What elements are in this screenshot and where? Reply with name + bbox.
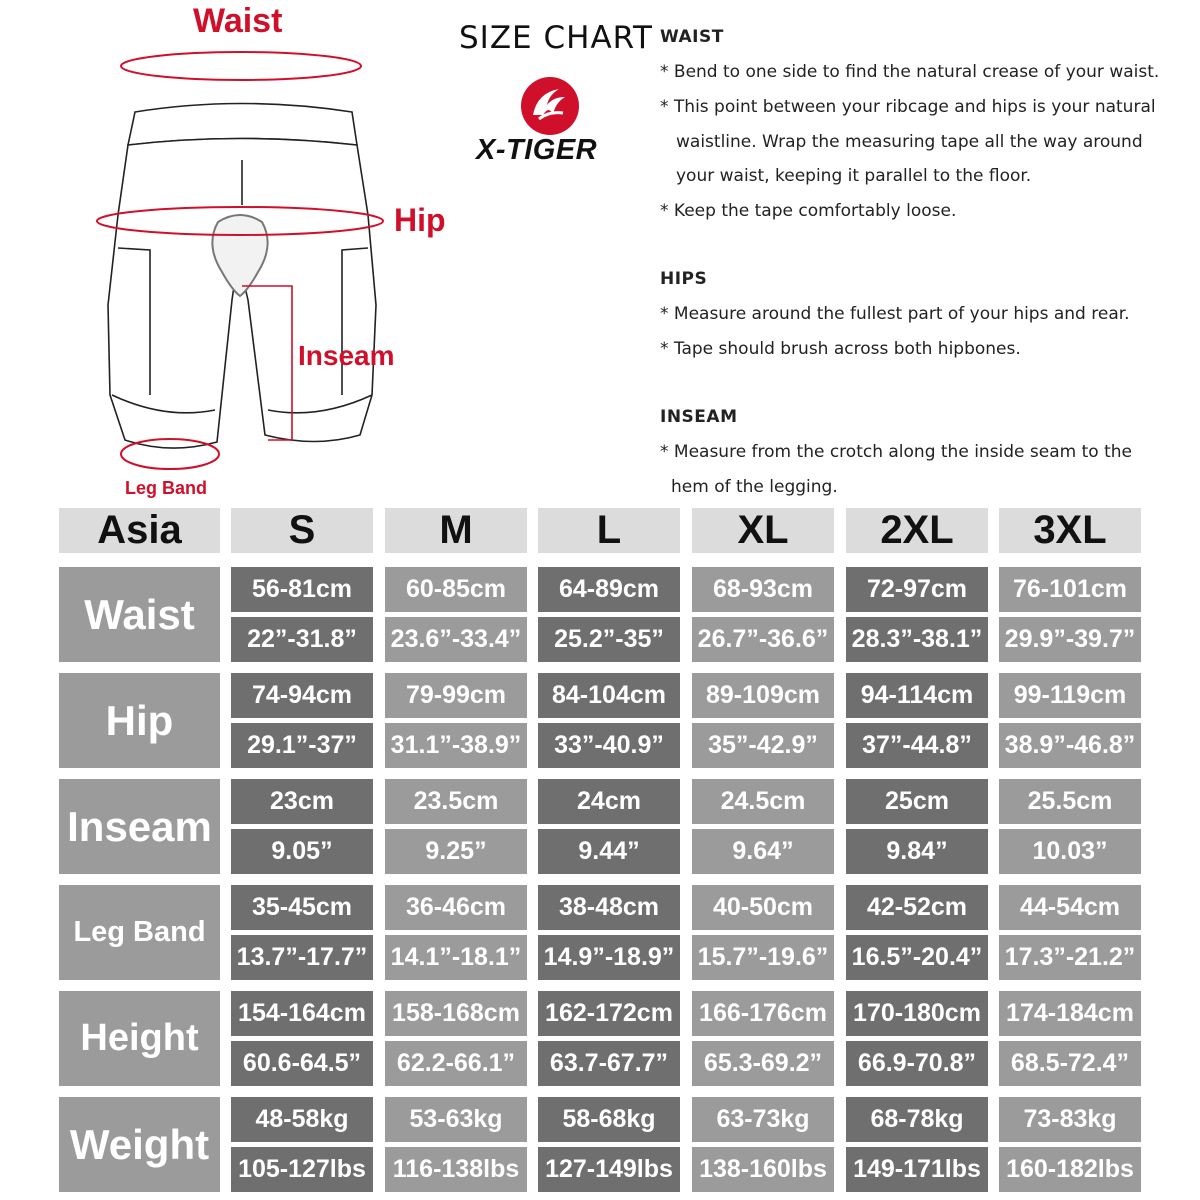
table-cell-metric: 158-168cm: [385, 991, 527, 1036]
waist-instruction-line: * Keep the tape comfortably loose.: [660, 201, 957, 221]
table-cell-metric: 84-104cm: [538, 673, 680, 718]
hips-instruction-line: * Measure around the fullest part of your hips and rear.: [660, 304, 1130, 324]
table-cell-imperial: 16.5”-20.4”: [846, 935, 988, 980]
row-label-weight: Weight: [59, 1097, 220, 1192]
table-cell-metric: 23.5cm: [385, 779, 527, 824]
x-tiger-logo-icon: [519, 75, 581, 137]
waist-heading: WAIST: [660, 27, 724, 47]
table-cell-imperial: 33”-40.9”: [538, 723, 680, 768]
table-cell-imperial: 149-171lbs: [846, 1147, 988, 1192]
table-cell-imperial: 28.3”-38.1”: [846, 617, 988, 662]
table-cell-imperial: 29.1”-37”: [231, 723, 373, 768]
size-header-l: L: [538, 508, 680, 553]
table-cell-metric: 79-99cm: [385, 673, 527, 718]
inseam-instruction-line: * Measure from the crotch along the inside seam to the: [660, 442, 1132, 462]
page-title: SIZE CHART: [459, 20, 653, 56]
size-header-s: S: [231, 508, 373, 553]
hips-heading: HIPS: [660, 269, 708, 289]
size-header-m: M: [385, 508, 527, 553]
hips-instruction-line: * Tape should brush across both hipbones.: [660, 339, 1021, 359]
table-cell-imperial: 63.7-67.7”: [538, 1041, 680, 1086]
table-cell-metric: 48-58kg: [231, 1097, 373, 1142]
table-cell-metric: 44-54cm: [999, 885, 1141, 930]
table-cell-metric: 56-81cm: [231, 567, 373, 612]
table-cell-imperial: 65.3-69.2”: [692, 1041, 834, 1086]
table-cell-imperial: 10.03”: [999, 829, 1141, 874]
table-cell-metric: 24.5cm: [692, 779, 834, 824]
size-header-3xl: 3XL: [999, 508, 1141, 553]
table-cell-metric: 42-52cm: [846, 885, 988, 930]
table-cell-metric: 58-68kg: [538, 1097, 680, 1142]
table-cell-metric: 23cm: [231, 779, 373, 824]
table-cell-imperial: 37”-44.8”: [846, 723, 988, 768]
row-label-leg-band: Leg Band: [59, 885, 220, 980]
table-cell-metric: 166-176cm: [692, 991, 834, 1036]
hip-label: Hip: [394, 202, 446, 238]
table-cell-imperial: 23.6”-33.4”: [385, 617, 527, 662]
table-cell-metric: 72-97cm: [846, 567, 988, 612]
table-cell-imperial: 60.6-64.5”: [231, 1041, 373, 1086]
row-label-inseam: Inseam: [59, 779, 220, 874]
table-cell-metric: 36-46cm: [385, 885, 527, 930]
table-cell-metric: 64-89cm: [538, 567, 680, 612]
table-cell-metric: 25.5cm: [999, 779, 1141, 824]
table-cell-imperial: 138-160lbs: [692, 1147, 834, 1192]
table-cell-metric: 68-78kg: [846, 1097, 988, 1142]
table-cell-imperial: 14.1”-18.1”: [385, 935, 527, 980]
table-cell-imperial: 17.3”-21.2”: [999, 935, 1141, 980]
table-cell-imperial: 22”-31.8”: [231, 617, 373, 662]
table-cell-metric: 63-73kg: [692, 1097, 834, 1142]
table-cell-imperial: 25.2”-35”: [538, 617, 680, 662]
table-cell-metric: 25cm: [846, 779, 988, 824]
waist-instruction-line: your waist, keeping it parallel to the floor.: [676, 166, 1032, 186]
table-cell-imperial: 66.9-70.8”: [846, 1041, 988, 1086]
table-cell-imperial: 62.2-66.1”: [385, 1041, 527, 1086]
table-cell-imperial: 127-149lbs: [538, 1147, 680, 1192]
table-cell-imperial: 13.7”-17.7”: [231, 935, 373, 980]
table-cell-metric: 99-119cm: [999, 673, 1141, 718]
table-cell-metric: 76-101cm: [999, 567, 1141, 612]
waist-measure-line: [121, 52, 361, 80]
row-label-waist: Waist: [59, 567, 220, 662]
table-cell-imperial: 31.1”-38.9”: [385, 723, 527, 768]
table-cell-imperial: 9.64”: [692, 829, 834, 874]
table-cell-metric: 24cm: [538, 779, 680, 824]
table-cell-metric: 60-85cm: [385, 567, 527, 612]
brand-logo-text: X-TIGER: [476, 134, 598, 166]
waist-label: Waist: [193, 2, 283, 40]
table-cell-metric: 40-50cm: [692, 885, 834, 930]
table-corner-header: Asia: [59, 508, 220, 553]
table-cell-imperial: 15.7”-19.6”: [692, 935, 834, 980]
table-cell-metric: 162-172cm: [538, 991, 680, 1036]
size-header-xl: XL: [692, 508, 834, 553]
table-cell-metric: 174-184cm: [999, 991, 1141, 1036]
row-label-height: Height: [59, 991, 220, 1086]
size-header-2xl: 2XL: [846, 508, 988, 553]
table-cell-metric: 74-94cm: [231, 673, 373, 718]
table-cell-imperial: 38.9”-46.8”: [999, 723, 1141, 768]
table-cell-imperial: 116-138lbs: [385, 1147, 527, 1192]
table-cell-metric: 170-180cm: [846, 991, 988, 1036]
table-cell-imperial: 26.7”-36.6”: [692, 617, 834, 662]
inseam-heading: INSEAM: [660, 407, 738, 427]
table-cell-imperial: 68.5-72.4”: [999, 1041, 1141, 1086]
table-cell-imperial: 14.9”-18.9”: [538, 935, 680, 980]
table-cell-metric: 154-164cm: [231, 991, 373, 1036]
table-cell-metric: 94-114cm: [846, 673, 988, 718]
table-cell-imperial: 160-182lbs: [999, 1147, 1141, 1192]
waist-instruction-line: * Bend to one side to find the natural crease of your waist.: [660, 62, 1160, 82]
table-cell-imperial: 9.44”: [538, 829, 680, 874]
table-cell-imperial: 29.9”-39.7”: [999, 617, 1141, 662]
table-cell-imperial: 9.05”: [231, 829, 373, 874]
shorts-measurement-diagram: [0, 0, 460, 505]
table-cell-imperial: 105-127lbs: [231, 1147, 373, 1192]
table-cell-imperial: 9.84”: [846, 829, 988, 874]
table-cell-metric: 35-45cm: [231, 885, 373, 930]
table-cell-metric: 73-83kg: [999, 1097, 1141, 1142]
table-cell-metric: 89-109cm: [692, 673, 834, 718]
inseam-label: Inseam: [298, 340, 395, 371]
inseam-instruction-line: hem of the legging.: [671, 477, 838, 497]
table-cell-metric: 53-63kg: [385, 1097, 527, 1142]
leg-band-label: Leg Band: [125, 478, 208, 498]
table-cell-metric: 38-48cm: [538, 885, 680, 930]
cycling-shorts-illustration: [0, 0, 460, 505]
table-cell-imperial: 35”-42.9”: [692, 723, 834, 768]
row-label-hip: Hip: [59, 673, 220, 768]
waist-instruction-line: * This point between your ribcage and hips is your natural: [660, 97, 1156, 117]
waist-instruction-line: waistline. Wrap the measuring tape all the way around: [676, 132, 1143, 152]
table-cell-metric: 68-93cm: [692, 567, 834, 612]
table-cell-imperial: 9.25”: [385, 829, 527, 874]
